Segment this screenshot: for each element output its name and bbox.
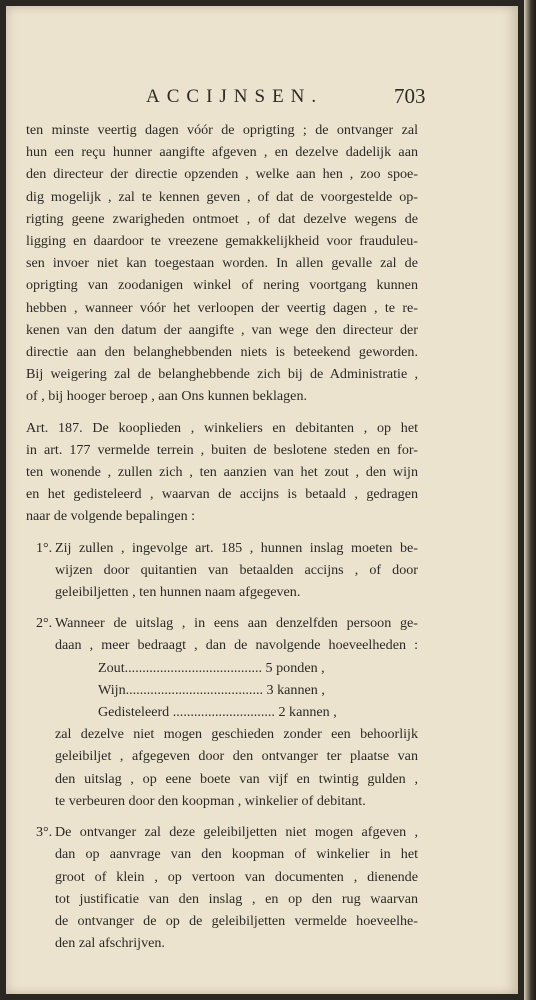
text-line: Wanneer de uitslag , in eens aan denzelfden persoon ge- xyxy=(55,615,418,632)
quantity-wine: Wijn....................................... 3 kannen , xyxy=(98,681,325,698)
article-187 xyxy=(26,417,418,528)
text-line: oprigting van zoodanigen winkel of nering voortgang kunnen xyxy=(26,277,418,294)
text-line: sen invoer niet kan toegestaan worden. In allen gevalle zal de xyxy=(26,255,418,272)
text-line: directie aan den belanghebbenden niets is beteekend geworden. xyxy=(26,344,418,361)
text-line: Art. 187. De kooplieden , winkeliers en debitanten , op het xyxy=(26,419,418,436)
text-line: geleibiljet , afgegeven door den ontvanger ter plaatse van xyxy=(55,748,418,765)
text-line: in art. 177 vermelde terrein , buiten de beslotene steden en for- xyxy=(26,441,418,458)
text-line: daan , meer bedraagt , dan de navolgende hoeveelheden : xyxy=(55,637,418,654)
text-line: de ontvanger de op de geleibiljetten vermelde hoeveelhe- xyxy=(55,912,418,929)
text-line: wijzen door quitantien van betaalden accijns , of door xyxy=(55,561,418,578)
text-line: en het gedisteleerd , waarvan de accijns is betaald , gedragen xyxy=(26,486,418,503)
text-line: De ontvanger zal deze geleibiljetten niet mogen afgeven , xyxy=(55,824,418,841)
page-number: 703 xyxy=(394,84,426,108)
item-number: 1°. xyxy=(36,539,53,556)
text-line: ten minste veertig dagen vóór de oprigting ; de ontvanger zal xyxy=(26,122,418,138)
list-item-2 xyxy=(26,612,418,812)
list-item-1 xyxy=(26,537,418,604)
text-line: rigting geene zwarigheden ontmoet , of dat dezelve wegens de xyxy=(26,210,418,227)
running-header xyxy=(6,86,518,116)
page-body xyxy=(26,119,418,963)
text-line: zal dezelve niet mogen geschieden zonder een behoorlijk xyxy=(55,726,418,743)
continuation-paragraph xyxy=(26,119,418,408)
text-line: hebben , wanneer vóór het verloopen der veertig dagen , te re- xyxy=(26,299,418,316)
text-line: tot justificatie van den inslag , en op den rug waarvan xyxy=(55,890,418,907)
text-line: naar de volgende bepalingen : xyxy=(26,508,196,525)
list-item-3 xyxy=(26,821,418,954)
book-page xyxy=(6,6,518,994)
text-line: dan op aanvrage van den koopman of winkelier in het xyxy=(55,846,418,863)
text-line: Bij weigering zal de belanghebbende zich bij de Administratie , xyxy=(26,366,418,383)
text-line: kenen van den datum der aangifte , van wege den directeur der xyxy=(26,321,418,338)
text-line: dig mogelijk , zal te kennen geven , of dat de voorgestelde op- xyxy=(26,188,418,205)
text-line: geleibiljetten , ten hunnen naam afgegeven. xyxy=(55,584,301,601)
page-title: ACCIJNSEN. xyxy=(146,86,324,107)
text-line: den directeur der directie opzenden , welke aan hen , zoo spoe- xyxy=(26,166,418,183)
quantity-salt: Zout....................................... 5 ponden , xyxy=(98,659,325,676)
book-edge xyxy=(524,0,536,1000)
text-line: den uitslag , op eene boete van vijf en twintig gulden , xyxy=(55,770,418,787)
text-line: of , bij hooger beroep , aan Ons kunnen beklagen. xyxy=(26,388,308,405)
text-line: ten wonende , zullen zich , ten aanzien van het zout , den wijn xyxy=(26,464,418,481)
text-line: Zij zullen , ingevolge art. 185 , hunnen inslag moeten be- xyxy=(55,539,418,556)
text-line: te verbeuren door den koopman , winkelier of debitant. xyxy=(55,792,366,809)
quantity-distilled: Gedisteleerd ............................. 2 kannen , xyxy=(98,704,337,721)
text-line: groot of klein , op vertoon van documenten , dienende xyxy=(55,868,418,885)
item-number: 2°. xyxy=(36,615,53,632)
text-line: den zal afschrijven. xyxy=(55,935,165,952)
text-line: ligging en daardoor te vreezene gemakkelijkheid voor frauduleu- xyxy=(26,233,418,250)
quantity-list xyxy=(55,657,418,724)
item-number: 3°. xyxy=(36,824,53,841)
text-line: hun een reçu hunner aangifte afgeven , en dezelve dadelijk aan xyxy=(26,144,418,161)
